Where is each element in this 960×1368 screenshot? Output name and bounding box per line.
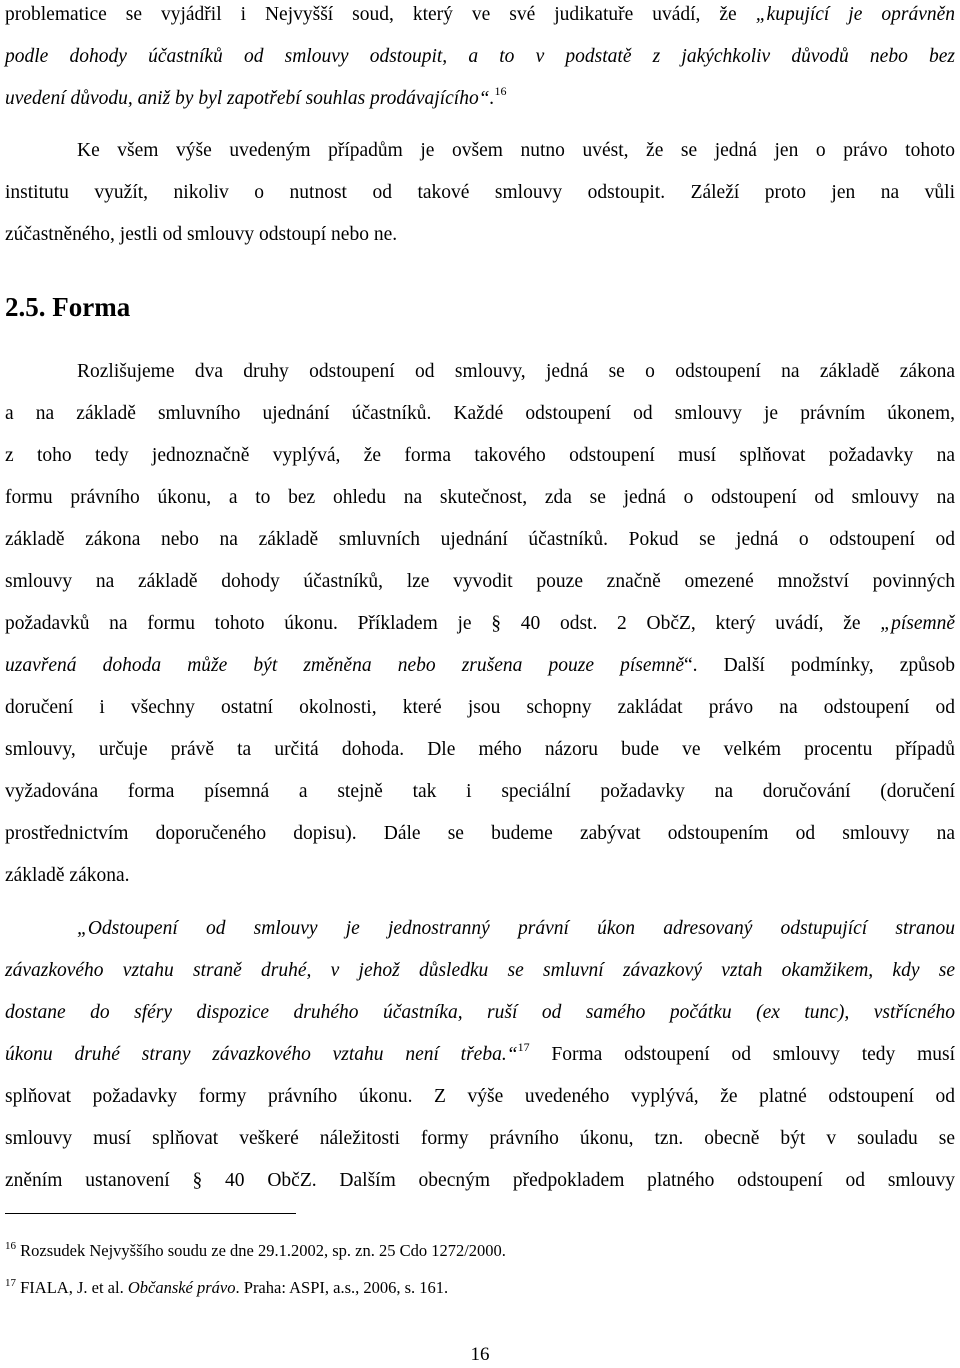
text-line: vyžadována forma písemná a stejně tak i speciální požadavky na doručování (doručení [5, 781, 955, 802]
page-number: 16 [470, 1344, 490, 1365]
text-line: základě zákona. [5, 865, 130, 886]
footnote-17: $^{17}$ FIALA, J. et al. Občanské právo. Praha: ASPI, a.s., 2006, s. 161. [5, 1277, 449, 1297]
text-line: smlouvy, určuje právě ta určitá dohoda. Dle mého názoru bude ve velkém procentu případů [5, 739, 955, 760]
text-line: smlouvy musí splňovat veškeré náležitosti formy právního úkonu, tzn. obecně být v souladu se [5, 1128, 955, 1149]
quote-line: „Odstoupení od smlouvy je jednostranný právní úkon adresovaný odstupující stranou [77, 918, 955, 939]
footnote-ref-17[interactable]: 17 [517, 1040, 530, 1054]
text-line: problematice se vyjádřil i Nejvyšší soud, který ve své judikatuře uvádí, že „kupující je oprávněn [5, 4, 955, 25]
text-line: požadavků na formu tohoto úkonu. Příkladem je § 40 odst. 2 ObčZ, který uvádí, že „písemně [5, 613, 955, 634]
text-line: Rozlišujeme dva druhy odstoupení od smlouvy, jedná se o odstoupení na základě zákona [77, 361, 955, 382]
text-line: uvedení důvodu, aniž by byl zapotřebí souhlas prodávajícího“.$^{16}$ [5, 84, 507, 109]
text-line: doručení i všechny ostatní okolnosti, které jsou schopny zakládat právo na odstoupení od [5, 697, 955, 718]
text-line: prostřednictvím doporučeného dopisu). Dále se budeme zabývat odstoupením od smlouvy na [5, 823, 955, 844]
footnote-separator [5, 1213, 296, 1214]
footnote-ref-16[interactable]: 16 [494, 84, 507, 98]
text-line: a na základě smluvního ujednání účastníků. Každé odstoupení od smlouvy je právním úkonem, [5, 403, 955, 424]
text-line: zněním ustanovení § 40 ObčZ. Dalším obecným předpokladem platného odstoupení od smlouvy [5, 1170, 955, 1191]
text-line: úkonu druhé strany závazkového vztahu není třeba.“$^{17}$ Forma odstoupení od smlouvy tedy musí [5, 1040, 955, 1065]
text-line: smlouvy na základě dohody účastníků, lze vyvodit pouze značně omezené množství povinných [5, 571, 955, 592]
section-heading: 2.5. Forma [5, 292, 131, 322]
quote-line: závazkového vztahu straně druhé, v jehož důsledku se smluvní závazkový vztah okamžikem, kdy se [5, 960, 955, 981]
text-line: Ke všem výše uvedeným případům je ovšem nutno uvést, že se jedná jen o právo tohoto [77, 140, 955, 161]
text-line: podle dohody účastníků od smlouvy odstoupit, a to v podstatě z jakýchkoliv důvodů nebo bez [5, 46, 955, 67]
text-line: formu právního úkonu, a to bez ohledu na skutečnost, zda se jedná o odstoupení od smlouvy na [5, 487, 955, 508]
quote-line: dostane do sféry dispozice druhého účastníka, ruší od samého počátku (ex tunc), vstřícného [5, 1002, 955, 1023]
text-line: institutu využít, nikoliv o nutnost od takové smlouvy odstoupit. Záleží proto jen na vůli [5, 182, 955, 203]
text-line: z toho tedy jednoznačně vyplývá, že forma takového odstoupení musí splňovat požadavky na [5, 445, 955, 466]
text-line: splňovat požadavky formy právního úkonu. Z výše uvedeného vyplývá, že platné odstoupení od [5, 1086, 955, 1107]
footnote-16: $^{16}$ Rozsudek Nejvyššího soudu ze dne 29.1.2002, sp. zn. 25 Cdo 1272/2000. [5, 1240, 506, 1260]
text-line: zúčastněného, jestli od smlouvy odstoupí nebo ne. [5, 224, 398, 245]
text-line: uzavřená dohoda může být změněna nebo zrušena pouze písemně“. Další podmínky, způsob [5, 655, 955, 676]
text-line: základě zákona nebo na základě smluvních ujednání účastníků. Pokud se jedná o odstoupení od [5, 529, 955, 550]
